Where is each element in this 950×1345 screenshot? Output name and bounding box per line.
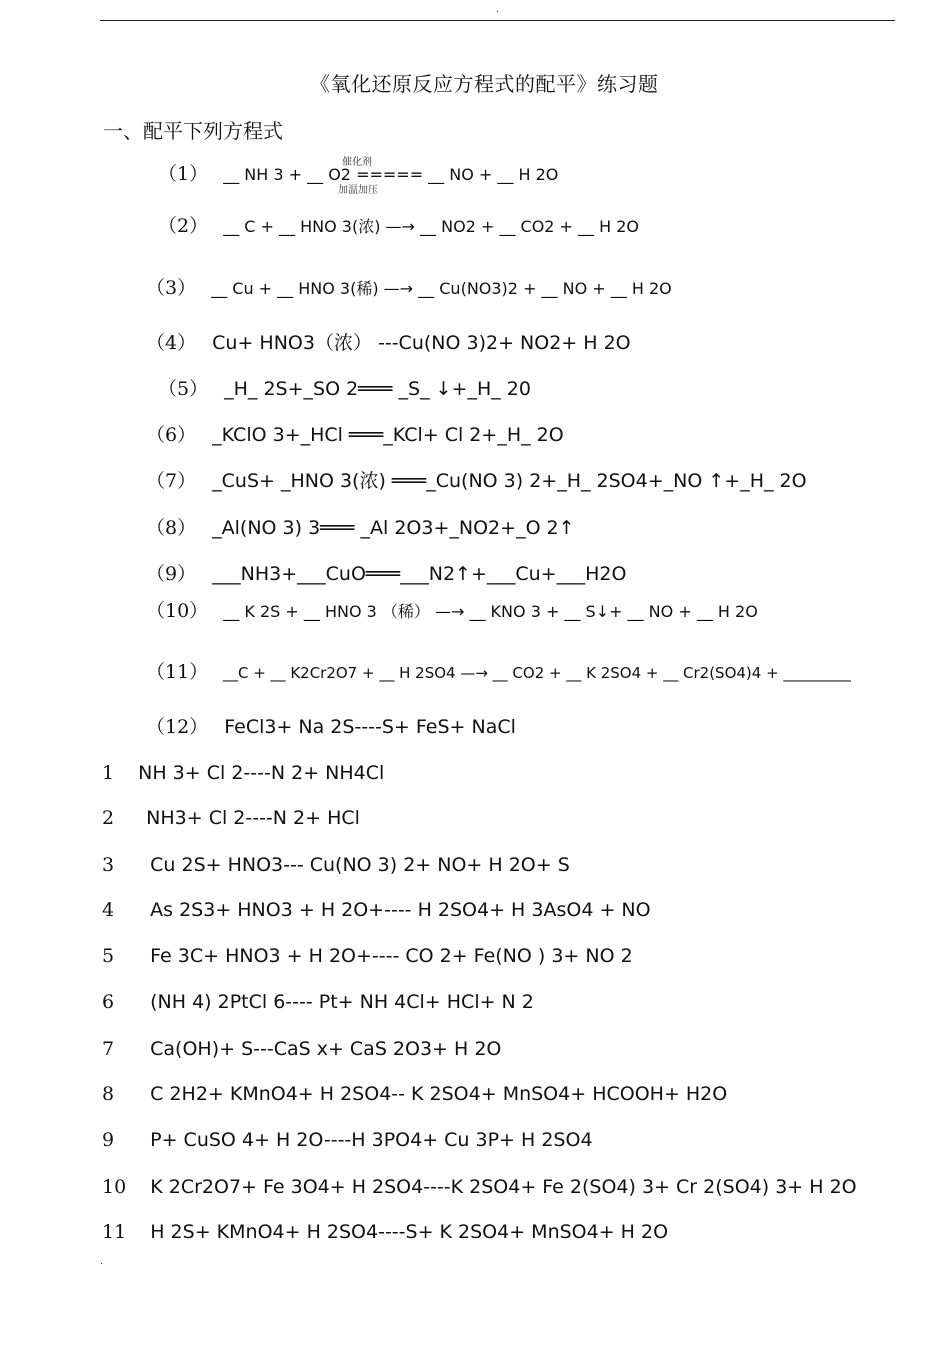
equation-text: (NH 4) 2PtCl 6---- Pt+ NH 4Cl+ HCl+ N 2 [150,991,534,1013]
equation-text: __ Cu + __ HNO 3(稀) —→ __ Cu(NO3)2 + __ NO + __ H 2O [211,279,672,298]
equation-number: 1 [102,762,115,784]
exercise-10 [146,599,758,624]
equation-text: K 2Cr2O7+ Fe 3O4+ H 2SO4----K 2SO4+ Fe 2(SO4) 3+ Cr 2(SO4) 3+ H 2O [150,1176,857,1198]
equation-text: Cu 2S+ HNO3--- Cu(NO 3) 2+ NO+ H 2O+ S [150,854,570,876]
exercise-4 [146,331,631,355]
exercise-7 [146,469,807,493]
exercise-number: （6） [146,424,197,446]
equation-text: __C + __ K2Cr2O7 + __ H 2SO4 —→ __ CO2 + __ K 2SO4 + __ Cr2(SO4)4 + _________ [222,664,851,682]
equation-5 [102,944,633,968]
exercise-12 [146,715,516,739]
exercise-number: （9） [146,563,197,585]
equation-text: P+ CuSO 4+ H 2O----H 3PO4+ Cu 3P+ H 2SO4 [150,1129,593,1151]
exercise-number: （2） [158,215,209,237]
equation-number: 7 [102,1038,115,1060]
equation-text: C 2H2+ KMnO4+ H 2SO4-- K 2SO4+ MnSO4+ HCOOH+ H2O [150,1083,728,1105]
equation-2 [102,806,360,830]
equation-1 [102,761,384,785]
equation-3 [102,853,570,877]
exercise-11 [146,660,851,685]
equation-number: 8 [102,1083,115,1105]
equation-text: FeCl3+ Na 2S----S+ FeS+ NaCl [224,716,516,738]
equation-text: Fe 3C+ HNO3 + H 2O+---- CO 2+ Fe(NO ) 3+ NO 2 [150,945,633,967]
equation-text: _H_ 2S+_SO 2═══ _S_ ↓+_H_ 20 [224,378,531,400]
equation-text: __ NH 3 + __ O2 ===== __ NO + __ H 2O [223,165,559,184]
exercise-number: （4） [146,332,197,354]
exercise-8 [146,516,575,540]
equation-text: _CuS+ _HNO 3(浓) ═══_Cu(NO 3) 2+_H_ 2SO4+_NO ↑+_H_ 2O [212,470,807,492]
equation-text: Cu+ HNO3（浓） ---Cu(NO 3)2+ NO2+ H 2O [212,332,631,354]
equation-text: ___NH3+___CuO═══___N2↑+___Cu+___H2O [212,563,627,585]
equation-number: 4 [102,899,115,921]
equation-4 [102,898,651,922]
equation-text: Ca(OH)+ S---CaS x+ CaS 2O3+ H 2O [150,1038,502,1060]
exercise-number: （1） [158,163,209,185]
equation-number: 2 [102,807,115,829]
equation-number: 11 [102,1221,127,1243]
equation-text: H 2S+ KMnO4+ H 2SO4----S+ K 2SO4+ MnSO4+ H 2O [150,1221,669,1243]
exercise-number: （7） [146,470,197,492]
equation-7 [102,1037,501,1061]
equation-text: _Al(NO 3) 3═══ _Al 2O3+_NO2+_O 2↑ [212,517,575,539]
equation-9 [102,1128,593,1152]
exercise-5 [158,377,531,401]
equation-text: _KClO 3+_HCl ═══_KCl+ Cl 2+_H_ 2O [212,424,564,446]
page-title: 《氧化还原反应方程式的配平》练习题 [310,72,659,96]
equation-number: 10 [102,1176,127,1198]
header-mark: . [496,4,500,15]
exercise-3 [146,276,672,301]
equation-8 [102,1082,727,1106]
catalyst-label: 催化剂 [342,157,372,168]
equation-11 [102,1220,668,1244]
section-heading: 一、配平下列方程式 [103,119,283,143]
exercise-number: （3） [146,277,197,299]
equation-text: NH 3+ Cl 2----N 2+ NH4Cl [138,762,385,784]
equation-text: As 2S3+ HNO3 + H 2O+---- H 2SO4+ H 3AsO4 + NO [150,899,651,921]
equation-text: __ K 2S + __ HNO 3 （稀） —→ __ KNO 3 + __ S↓+ __ NO + __ H 2O [223,602,758,621]
equation-number: 9 [102,1129,115,1151]
condition-label: 加温加压 [338,185,378,196]
exercise-number: （8） [146,517,197,539]
equation-text: __ C + __ HNO 3(浓) —→ __ NO2 + __ CO2 + __ H 2O [223,217,640,236]
equation-text: NH3+ Cl 2----N 2+ HCl [146,807,360,829]
exercise-6 [146,423,564,447]
header-rule [100,20,895,21]
equation-number: 6 [102,991,115,1013]
exercise-number: （10） [146,600,209,622]
exercise-1 [158,162,558,187]
exercise-number: （11） [146,661,209,683]
equation-number: 5 [102,945,115,967]
exercise-2 [158,214,639,239]
exercise-number: （5） [158,378,209,400]
equation-10 [102,1175,857,1199]
exercise-9 [146,562,626,586]
footer-mark: . [100,1256,104,1267]
equation-6 [102,990,534,1014]
equation-number: 3 [102,854,115,876]
exercise-number: （12） [146,716,209,738]
